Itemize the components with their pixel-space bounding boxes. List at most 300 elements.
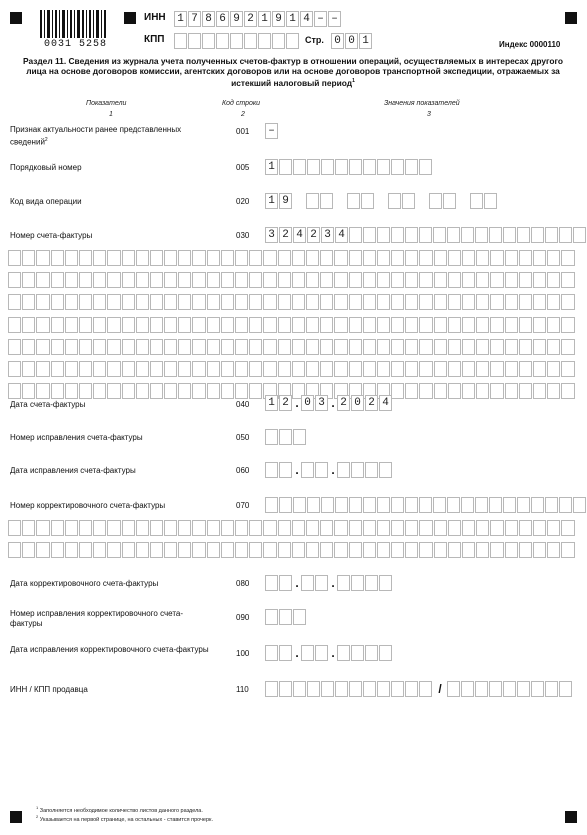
row-070-cell[interactable] [192, 542, 205, 558]
row-070-cell[interactable] [79, 542, 92, 558]
row-070-cell[interactable] [150, 542, 163, 558]
row-070-cell[interactable] [547, 520, 560, 536]
row-030-cell[interactable] [434, 250, 447, 266]
row-030-cell[interactable] [22, 361, 35, 377]
row-030-cell[interactable] [107, 294, 120, 310]
row-030-cell[interactable] [36, 250, 49, 266]
row-030-cell[interactable] [377, 250, 390, 266]
row-040-cell[interactable]: 1 [265, 395, 278, 411]
row-030-cell[interactable] [391, 227, 404, 243]
row-030-cell[interactable] [221, 250, 234, 266]
row-005-cell[interactable] [293, 159, 306, 175]
row-020-cell[interactable] [361, 193, 374, 209]
row-110-kpp-cell[interactable] [475, 681, 488, 697]
row-030-cell[interactable] [235, 317, 248, 333]
row-090-cell[interactable] [293, 609, 306, 625]
row-030-cell[interactable] [573, 227, 586, 243]
row-030-cell[interactable] [349, 227, 362, 243]
row-070-cell[interactable] [391, 497, 404, 513]
row-070-cell[interactable] [164, 542, 177, 558]
row-030-cell[interactable] [561, 250, 574, 266]
row-110-kpp-cell[interactable] [531, 681, 544, 697]
row-030-cell[interactable] [8, 339, 21, 355]
row-110-inn-cell[interactable] [265, 681, 278, 697]
row-030-cell[interactable] [249, 250, 262, 266]
row-030-cell[interactable] [93, 272, 106, 288]
row-070-cell[interactable] [107, 542, 120, 558]
row-070-cell[interactable] [434, 542, 447, 558]
row-030-cell[interactable] [164, 339, 177, 355]
row-070-cell[interactable] [36, 542, 49, 558]
row-020-cell[interactable] [320, 193, 333, 209]
row-030-cell[interactable] [405, 361, 418, 377]
row-030-cell[interactable] [363, 250, 376, 266]
row-030-cell[interactable] [533, 272, 546, 288]
row-070-cell[interactable] [462, 542, 475, 558]
row-030-cell[interactable] [363, 272, 376, 288]
row-030-cell[interactable] [505, 317, 518, 333]
row-100-cell[interactable] [351, 645, 364, 661]
row-030-cell[interactable] [519, 383, 532, 399]
row-030-cell[interactable] [448, 272, 461, 288]
row-030-continuation-line[interactable] [8, 317, 576, 333]
row-080-cell[interactable] [379, 575, 392, 591]
row-070-cell[interactable] [79, 520, 92, 536]
kpp-cell[interactable] [216, 33, 229, 49]
row-030-cell[interactable] [306, 339, 319, 355]
row-030-cell[interactable] [334, 272, 347, 288]
row-100-cell[interactable] [301, 645, 314, 661]
row-030-cell[interactable] [547, 339, 560, 355]
row-070-cell[interactable] [363, 542, 376, 558]
row-030-cell[interactable] [107, 250, 120, 266]
page-cell[interactable]: 0 [345, 33, 358, 49]
row-030-cell[interactable] [122, 272, 135, 288]
row-030-cell[interactable] [519, 317, 532, 333]
row-030-cell[interactable] [150, 250, 163, 266]
row-070-cell[interactable] [136, 520, 149, 536]
row-070-cell[interactable] [561, 520, 574, 536]
row-030-cell[interactable] [434, 294, 447, 310]
row-070-cell[interactable] [51, 520, 64, 536]
row-030-cell[interactable] [547, 317, 560, 333]
row-030-cell[interactable] [164, 250, 177, 266]
row-030-cell[interactable] [122, 294, 135, 310]
row-040-cell[interactable]: 3 [315, 395, 328, 411]
row-030-cell[interactable] [278, 339, 291, 355]
row-030-cell[interactable] [461, 227, 474, 243]
row-005-field[interactable] [265, 159, 433, 175]
row-030-cell[interactable] [235, 339, 248, 355]
kpp-field[interactable] [174, 33, 300, 49]
row-100-cell[interactable] [365, 645, 378, 661]
row-030-cell[interactable] [391, 272, 404, 288]
row-030-cell[interactable] [561, 361, 574, 377]
row-060-cell[interactable] [279, 462, 292, 478]
row-070-cell[interactable] [505, 542, 518, 558]
row-030-continuation-line[interactable] [8, 339, 576, 355]
row-030-cell[interactable] [249, 272, 262, 288]
row-070-cell[interactable] [265, 497, 278, 513]
row-100-cell[interactable] [279, 645, 292, 661]
row-030-cell[interactable] [306, 294, 319, 310]
row-030-cell[interactable] [93, 339, 106, 355]
row-030-cell[interactable] [545, 227, 558, 243]
row-070-cell[interactable] [391, 520, 404, 536]
row-030-cell[interactable] [349, 317, 362, 333]
row-100-cell[interactable] [315, 645, 328, 661]
row-070-cell[interactable] [405, 520, 418, 536]
row-070-cell[interactable] [278, 542, 291, 558]
row-070-cell[interactable] [448, 542, 461, 558]
row-030-cell[interactable] [448, 383, 461, 399]
row-030-cell[interactable] [107, 317, 120, 333]
row-080-field[interactable] [265, 575, 393, 591]
row-030-cell[interactable]: 3 [321, 227, 334, 243]
row-030-cell[interactable] [51, 294, 64, 310]
row-030-cell[interactable] [221, 339, 234, 355]
row-070-cell[interactable] [279, 497, 292, 513]
row-030-cell[interactable] [136, 361, 149, 377]
row-030-cell[interactable] [505, 361, 518, 377]
row-030-field[interactable] [265, 227, 587, 243]
row-030-cell[interactable] [79, 383, 92, 399]
row-030-cell[interactable] [320, 294, 333, 310]
row-070-continuation-line[interactable] [8, 542, 576, 558]
row-070-cell[interactable] [349, 497, 362, 513]
row-070-cell[interactable] [545, 497, 558, 513]
row-070-cell[interactable] [349, 520, 362, 536]
row-070-cell[interactable] [490, 542, 503, 558]
row-030-cell[interactable] [405, 250, 418, 266]
row-030-cell[interactable] [405, 272, 418, 288]
row-030-cell[interactable] [519, 294, 532, 310]
row-110-inn-cell[interactable] [405, 681, 418, 697]
row-070-cell[interactable] [306, 542, 319, 558]
row-030-cell[interactable] [8, 250, 21, 266]
row-030-cell[interactable] [65, 339, 78, 355]
row-030-cell[interactable] [8, 383, 21, 399]
row-070-field[interactable] [265, 497, 587, 513]
row-030-cell[interactable] [349, 272, 362, 288]
row-030-cell[interactable] [531, 227, 544, 243]
row-070-cell[interactable] [8, 520, 21, 536]
row-030-cell[interactable] [476, 383, 489, 399]
row-070-cell[interactable] [476, 520, 489, 536]
inn-cell[interactable]: 2 [244, 11, 257, 27]
row-030-cell[interactable] [503, 227, 516, 243]
row-030-cell[interactable] [278, 294, 291, 310]
inn-cell[interactable]: 1 [174, 11, 187, 27]
row-070-cell[interactable] [334, 520, 347, 536]
row-030-cell[interactable] [448, 317, 461, 333]
row-070-cell[interactable] [349, 542, 362, 558]
row-030-cell[interactable] [334, 250, 347, 266]
row-030-cell[interactable] [462, 317, 475, 333]
row-110-inn-cell[interactable] [349, 681, 362, 697]
row-030-cell[interactable] [22, 317, 35, 333]
row-005-cell[interactable] [279, 159, 292, 175]
row-080-cell[interactable] [265, 575, 278, 591]
row-110-kpp-cell[interactable] [545, 681, 558, 697]
row-030-cell[interactable] [320, 317, 333, 333]
row-040-field[interactable] [265, 395, 393, 411]
row-070-cell[interactable] [178, 542, 191, 558]
row-030-cell[interactable] [462, 383, 475, 399]
row-070-cell[interactable] [503, 497, 516, 513]
row-070-cell[interactable] [517, 497, 530, 513]
row-030-cell[interactable] [419, 339, 432, 355]
row-030-cell[interactable] [164, 317, 177, 333]
row-060-cell[interactable] [351, 462, 364, 478]
row-070-cell[interactable] [475, 497, 488, 513]
row-030-cell[interactable] [22, 250, 35, 266]
row-030-cell[interactable] [178, 361, 191, 377]
row-030-cell[interactable] [249, 339, 262, 355]
row-030-cell[interactable] [377, 294, 390, 310]
row-070-cell[interactable] [405, 497, 418, 513]
row-030-cell[interactable] [533, 250, 546, 266]
row-020-field[interactable] [265, 193, 498, 209]
row-030-cell[interactable] [419, 383, 432, 399]
row-070-cell[interactable] [150, 520, 163, 536]
row-030-cell[interactable] [8, 294, 21, 310]
row-030-cell[interactable] [292, 294, 305, 310]
row-070-cell[interactable] [292, 542, 305, 558]
row-005-cell[interactable]: 1 [265, 159, 278, 175]
row-110-inn-cell[interactable] [279, 681, 292, 697]
row-030-cell[interactable] [505, 294, 518, 310]
row-030-cell[interactable] [363, 361, 376, 377]
inn-cell[interactable]: 1 [286, 11, 299, 27]
row-090-cell[interactable] [265, 609, 278, 625]
row-070-cell[interactable] [320, 520, 333, 536]
row-030-cell[interactable]: 3 [265, 227, 278, 243]
page-cell[interactable]: 1 [359, 33, 372, 49]
row-005-cell[interactable] [419, 159, 432, 175]
row-030-cell[interactable] [207, 294, 220, 310]
row-030-cell[interactable] [192, 250, 205, 266]
row-070-cell[interactable] [107, 520, 120, 536]
row-030-cell[interactable] [263, 317, 276, 333]
row-030-cell[interactable] [505, 383, 518, 399]
row-030-cell[interactable] [136, 317, 149, 333]
row-030-cell[interactable] [122, 361, 135, 377]
row-030-cell[interactable] [547, 361, 560, 377]
row-030-cell[interactable] [164, 272, 177, 288]
row-030-cell[interactable] [405, 227, 418, 243]
row-030-continuation-line[interactable] [8, 250, 576, 266]
row-020-cell[interactable] [402, 193, 415, 209]
row-030-cell[interactable] [377, 272, 390, 288]
row-030-cell[interactable] [207, 250, 220, 266]
row-030-cell[interactable] [490, 272, 503, 288]
kpp-cell[interactable] [174, 33, 187, 49]
kpp-cell[interactable] [230, 33, 243, 49]
row-030-cell[interactable] [434, 272, 447, 288]
row-030-cell[interactable] [150, 339, 163, 355]
row-030-cell[interactable] [434, 317, 447, 333]
kpp-cell[interactable] [244, 33, 257, 49]
row-070-cell[interactable] [519, 542, 532, 558]
row-030-cell[interactable] [221, 383, 234, 399]
row-060-cell[interactable] [365, 462, 378, 478]
row-030-cell[interactable] [122, 383, 135, 399]
row-030-cell[interactable] [178, 294, 191, 310]
row-005-cell[interactable] [321, 159, 334, 175]
row-030-cell[interactable] [533, 383, 546, 399]
row-060-field[interactable] [265, 462, 393, 478]
inn-cell[interactable]: 9 [230, 11, 243, 27]
row-030-cell[interactable] [150, 317, 163, 333]
row-070-cell[interactable] [65, 542, 78, 558]
row-005-cell[interactable] [405, 159, 418, 175]
row-040-cell[interactable]: 2 [279, 395, 292, 411]
row-070-cell[interactable] [207, 520, 220, 536]
row-110-kpp-cell[interactable] [503, 681, 516, 697]
row-030-cell[interactable] [8, 272, 21, 288]
row-030-cell[interactable] [434, 361, 447, 377]
row-070-cell[interactable] [561, 542, 574, 558]
row-060-cell[interactable] [301, 462, 314, 478]
row-005-cell[interactable] [307, 159, 320, 175]
row-030-continuation-line[interactable] [8, 294, 576, 310]
row-030-cell[interactable] [561, 383, 574, 399]
row-070-cell[interactable] [447, 497, 460, 513]
row-030-cell[interactable] [334, 294, 347, 310]
row-110-field[interactable] [265, 681, 573, 697]
row-030-cell[interactable] [533, 317, 546, 333]
row-030-cell[interactable] [391, 361, 404, 377]
row-030-cell[interactable]: 2 [307, 227, 320, 243]
row-110-kpp-cell[interactable] [461, 681, 474, 697]
row-030-cell[interactable] [263, 361, 276, 377]
row-110-kpp-cell[interactable] [517, 681, 530, 697]
row-080-cell[interactable] [279, 575, 292, 591]
row-030-cell[interactable] [122, 250, 135, 266]
row-070-cell[interactable] [235, 542, 248, 558]
row-030-cell[interactable] [533, 361, 546, 377]
row-030-cell[interactable] [377, 361, 390, 377]
row-030-cell[interactable] [79, 250, 92, 266]
row-110-inn-cell[interactable] [419, 681, 432, 697]
row-030-cell[interactable] [207, 339, 220, 355]
row-050-field[interactable] [265, 429, 307, 445]
row-005-cell[interactable] [363, 159, 376, 175]
row-030-cell[interactable] [405, 294, 418, 310]
row-030-cell[interactable] [377, 227, 390, 243]
row-070-cell[interactable] [419, 520, 432, 536]
kpp-cell[interactable] [272, 33, 285, 49]
row-070-cell[interactable] [307, 497, 320, 513]
row-005-cell[interactable] [349, 159, 362, 175]
row-030-cell[interactable] [93, 294, 106, 310]
row-030-cell[interactable] [505, 250, 518, 266]
row-070-cell[interactable] [263, 520, 276, 536]
row-030-cell[interactable] [164, 383, 177, 399]
row-030-cell[interactable] [448, 294, 461, 310]
row-030-cell[interactable] [22, 294, 35, 310]
row-030-cell[interactable] [405, 317, 418, 333]
row-070-cell[interactable] [221, 542, 234, 558]
row-030-cell[interactable] [192, 294, 205, 310]
row-070-cell[interactable] [461, 497, 474, 513]
row-100-cell[interactable] [337, 645, 350, 661]
row-030-cell[interactable] [221, 272, 234, 288]
row-070-cell[interactable] [377, 497, 390, 513]
row-020-cell[interactable]: 9 [279, 193, 292, 209]
row-030-cell[interactable] [349, 294, 362, 310]
row-030-continuation-line[interactable] [8, 361, 576, 377]
row-070-cell[interactable] [122, 520, 135, 536]
row-030-cell[interactable] [419, 317, 432, 333]
row-030-cell[interactable] [263, 250, 276, 266]
row-030-cell[interactable] [36, 294, 49, 310]
row-040-cell[interactable]: 2 [365, 395, 378, 411]
row-030-cell[interactable] [561, 294, 574, 310]
row-020-cell[interactable] [429, 193, 442, 209]
row-030-cell[interactable] [519, 339, 532, 355]
row-070-cell[interactable] [249, 520, 262, 536]
kpp-cell[interactable] [202, 33, 215, 49]
row-030-cell[interactable] [547, 272, 560, 288]
row-030-cell[interactable] [349, 339, 362, 355]
row-070-continuation-line[interactable] [8, 520, 576, 536]
row-070-cell[interactable] [8, 542, 21, 558]
row-030-cell[interactable] [462, 339, 475, 355]
row-030-cell[interactable] [547, 383, 560, 399]
row-080-cell[interactable] [365, 575, 378, 591]
row-030-cell[interactable] [51, 317, 64, 333]
row-030-cell[interactable] [334, 317, 347, 333]
row-030-cell[interactable] [377, 339, 390, 355]
row-020-cell[interactable] [484, 193, 497, 209]
row-030-cell[interactable] [79, 294, 92, 310]
inn-cell[interactable]: 6 [216, 11, 229, 27]
row-030-cell[interactable] [122, 339, 135, 355]
row-070-cell[interactable] [321, 497, 334, 513]
kpp-cell[interactable] [188, 33, 201, 49]
row-030-cell[interactable] [8, 317, 21, 333]
row-030-cell[interactable] [462, 361, 475, 377]
row-060-cell[interactable] [337, 462, 350, 478]
row-030-cell[interactable] [65, 317, 78, 333]
row-070-cell[interactable] [65, 520, 78, 536]
row-030-cell[interactable]: 2 [279, 227, 292, 243]
row-030-cell[interactable] [178, 383, 191, 399]
row-030-cell[interactable] [150, 361, 163, 377]
row-020-cell[interactable]: 1 [265, 193, 278, 209]
row-070-cell[interactable] [207, 542, 220, 558]
row-030-cell[interactable] [235, 361, 248, 377]
row-020-cell[interactable] [470, 193, 483, 209]
row-030-cell[interactable] [320, 272, 333, 288]
row-030-cell[interactable] [448, 339, 461, 355]
row-100-cell[interactable] [265, 645, 278, 661]
row-070-cell[interactable] [573, 497, 586, 513]
row-030-cell[interactable] [306, 272, 319, 288]
row-030-cell[interactable] [36, 317, 49, 333]
row-030-cell[interactable] [561, 317, 574, 333]
row-110-inn-cell[interactable] [363, 681, 376, 697]
row-030-cell[interactable] [51, 339, 64, 355]
row-030-cell[interactable] [249, 383, 262, 399]
row-040-cell[interactable]: 0 [351, 395, 364, 411]
row-070-cell[interactable] [93, 542, 106, 558]
row-030-cell[interactable] [22, 339, 35, 355]
row-030-cell[interactable] [505, 272, 518, 288]
row-030-cell[interactable] [559, 227, 572, 243]
